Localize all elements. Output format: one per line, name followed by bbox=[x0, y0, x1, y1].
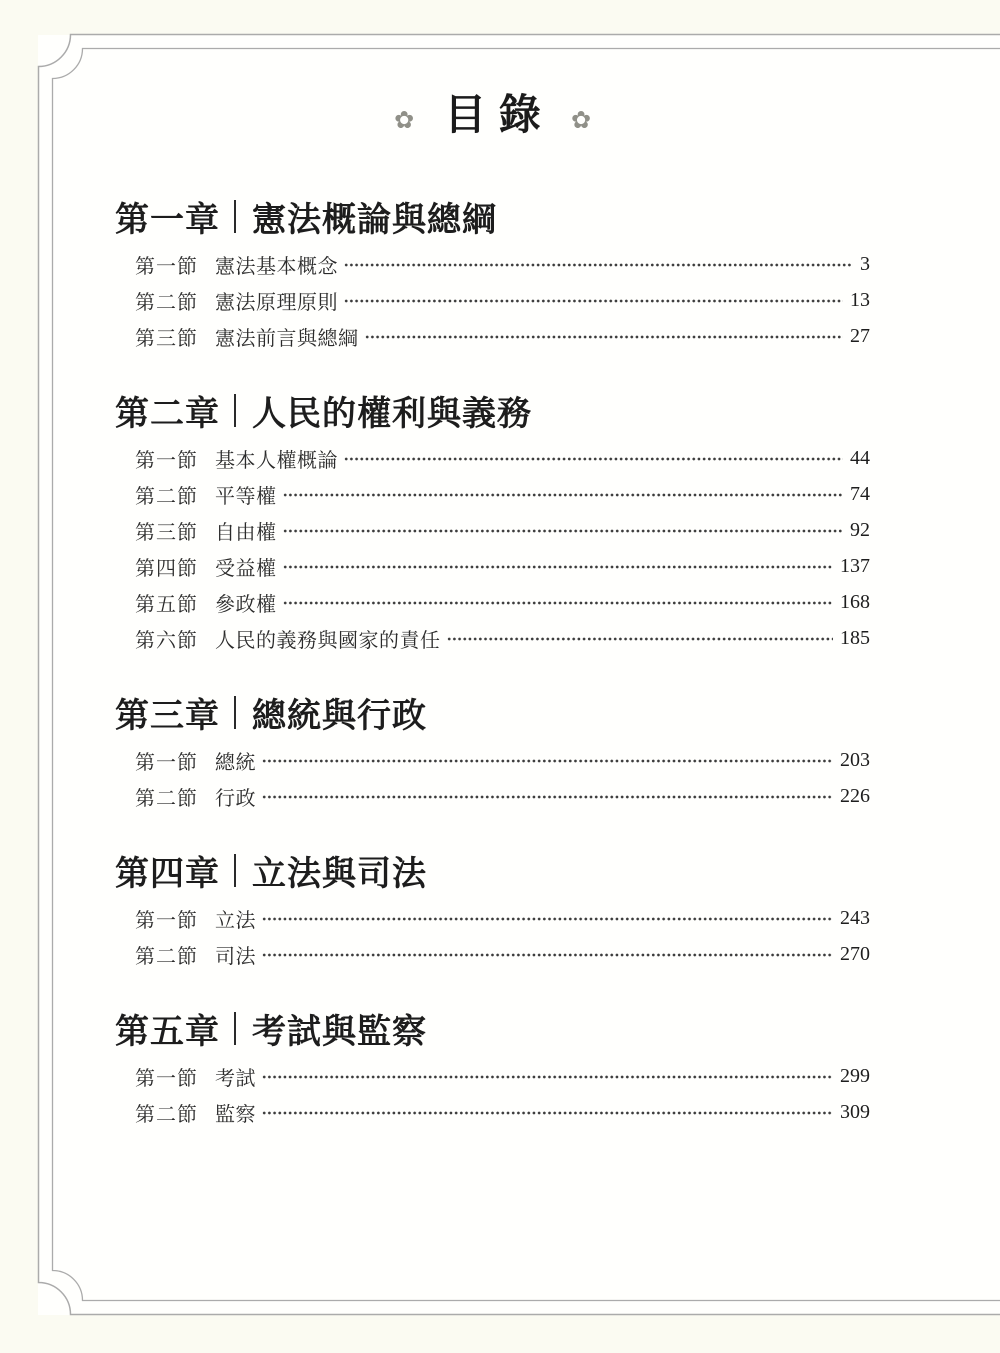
dot-leader bbox=[283, 528, 844, 534]
section-title: 立法 bbox=[215, 909, 256, 932]
chapter-title: 憲法概論與總綱 bbox=[252, 200, 497, 239]
chapter-separator bbox=[234, 394, 236, 427]
section-title: 基本人權概論 bbox=[215, 449, 338, 472]
dot-leader bbox=[344, 456, 843, 462]
section-label: 第二節 bbox=[135, 1103, 198, 1126]
page-number: 226 bbox=[840, 784, 870, 807]
dot-leader bbox=[365, 334, 844, 340]
page-number: 92 bbox=[850, 518, 870, 541]
page-number: 309 bbox=[840, 1100, 870, 1123]
section-list bbox=[115, 440, 870, 656]
chapter-separator bbox=[234, 854, 236, 887]
section-label: 第二節 bbox=[135, 787, 198, 810]
section-title: 總統 bbox=[215, 751, 256, 774]
toc-row bbox=[135, 1094, 870, 1130]
section-title: 憲法原理原則 bbox=[215, 291, 338, 314]
section-title: 憲法前言與總綱 bbox=[215, 327, 359, 350]
page-number: 74 bbox=[850, 482, 870, 505]
chapter-title: 總統與行政 bbox=[252, 696, 427, 735]
chapter-separator bbox=[234, 696, 236, 729]
flower-ornament-icon: ✿ bbox=[394, 108, 415, 134]
section-label: 第四節 bbox=[135, 557, 198, 580]
dot-leader bbox=[262, 794, 833, 800]
dot-leader bbox=[283, 600, 834, 606]
section-list bbox=[115, 246, 870, 354]
chapter bbox=[115, 692, 870, 814]
toc-row bbox=[135, 282, 870, 318]
page-number: 13 bbox=[850, 288, 870, 311]
page-title: 目錄 bbox=[444, 93, 554, 139]
section-title: 自由權 bbox=[215, 521, 277, 544]
section-title: 受益權 bbox=[215, 557, 277, 580]
chapter-heading bbox=[115, 196, 870, 239]
toc-row bbox=[135, 476, 870, 512]
section-label: 第二節 bbox=[135, 291, 198, 314]
toc-row bbox=[135, 512, 870, 548]
section-label: 第三節 bbox=[135, 521, 198, 544]
dot-leader bbox=[262, 1110, 833, 1116]
toc-row bbox=[135, 246, 870, 282]
title-row bbox=[115, 90, 870, 142]
toc-row bbox=[135, 936, 870, 972]
toc-row bbox=[135, 1058, 870, 1094]
chapter-label: 第三章 bbox=[115, 696, 220, 735]
section-label: 第一節 bbox=[135, 255, 198, 278]
section-title: 人民的義務與國家的責任 bbox=[215, 629, 441, 652]
section-label: 第一節 bbox=[135, 751, 198, 774]
section-title: 監察 bbox=[215, 1103, 256, 1126]
section-label: 第五節 bbox=[135, 593, 198, 616]
chapter-label: 第二章 bbox=[115, 394, 220, 433]
chapter-title: 人民的權利與義務 bbox=[252, 394, 532, 433]
chapter-separator bbox=[234, 1012, 236, 1045]
dot-leader bbox=[283, 564, 834, 570]
section-list bbox=[115, 900, 870, 972]
section-title: 司法 bbox=[215, 945, 256, 968]
toc-row bbox=[135, 620, 870, 656]
toc-row bbox=[135, 440, 870, 476]
section-label: 第二節 bbox=[135, 485, 198, 508]
dot-leader bbox=[283, 492, 844, 498]
dot-leader bbox=[447, 636, 834, 642]
chapter-title: 立法與司法 bbox=[252, 854, 427, 893]
section-title: 行政 bbox=[215, 787, 256, 810]
section-list bbox=[115, 1058, 870, 1130]
chapter-heading bbox=[115, 692, 870, 735]
section-title: 參政權 bbox=[215, 593, 277, 616]
chapter bbox=[115, 1008, 870, 1130]
chapter-heading bbox=[115, 850, 870, 893]
toc-row bbox=[135, 548, 870, 584]
section-label: 第三節 bbox=[135, 327, 198, 350]
chapter-label: 第五章 bbox=[115, 1012, 220, 1051]
page-number: 3 bbox=[860, 252, 870, 275]
section-list bbox=[115, 742, 870, 814]
toc-row bbox=[135, 778, 870, 814]
chapter-heading bbox=[115, 390, 870, 433]
toc-row bbox=[135, 742, 870, 778]
chapter bbox=[115, 196, 870, 354]
toc-row bbox=[135, 584, 870, 620]
dot-leader bbox=[262, 916, 833, 922]
toc-row bbox=[135, 318, 870, 354]
section-title: 考試 bbox=[215, 1067, 256, 1090]
dot-leader bbox=[262, 1074, 833, 1080]
chapter-title: 考試與監察 bbox=[252, 1012, 427, 1051]
chapter-list bbox=[115, 196, 870, 1130]
section-label: 第一節 bbox=[135, 1067, 198, 1090]
dot-leader bbox=[262, 952, 833, 958]
section-title: 憲法基本概念 bbox=[215, 255, 338, 278]
chapter bbox=[115, 390, 870, 656]
page-number: 185 bbox=[840, 626, 870, 649]
toc-content bbox=[115, 0, 870, 1130]
page-number: 299 bbox=[840, 1064, 870, 1087]
chapter bbox=[115, 850, 870, 972]
section-label: 第六節 bbox=[135, 629, 198, 652]
page-number: 27 bbox=[850, 324, 870, 347]
dot-leader bbox=[344, 298, 843, 304]
page-number: 243 bbox=[840, 906, 870, 929]
page-number: 168 bbox=[840, 590, 870, 613]
section-label: 第一節 bbox=[135, 449, 198, 472]
flower-ornament-icon: ✿ bbox=[570, 108, 591, 134]
chapter-label: 第四章 bbox=[115, 854, 220, 893]
section-title: 平等權 bbox=[215, 485, 277, 508]
page-number: 44 bbox=[850, 446, 870, 469]
chapter-label: 第一章 bbox=[115, 200, 220, 239]
section-label: 第一節 bbox=[135, 909, 198, 932]
page-number: 137 bbox=[840, 554, 870, 577]
dot-leader bbox=[262, 758, 833, 764]
chapter-separator bbox=[234, 200, 236, 233]
section-label: 第二節 bbox=[135, 945, 198, 968]
toc-row bbox=[135, 900, 870, 936]
chapter-heading bbox=[115, 1008, 870, 1051]
dot-leader bbox=[344, 262, 853, 268]
page-number: 203 bbox=[840, 748, 870, 771]
page-number: 270 bbox=[840, 942, 870, 965]
